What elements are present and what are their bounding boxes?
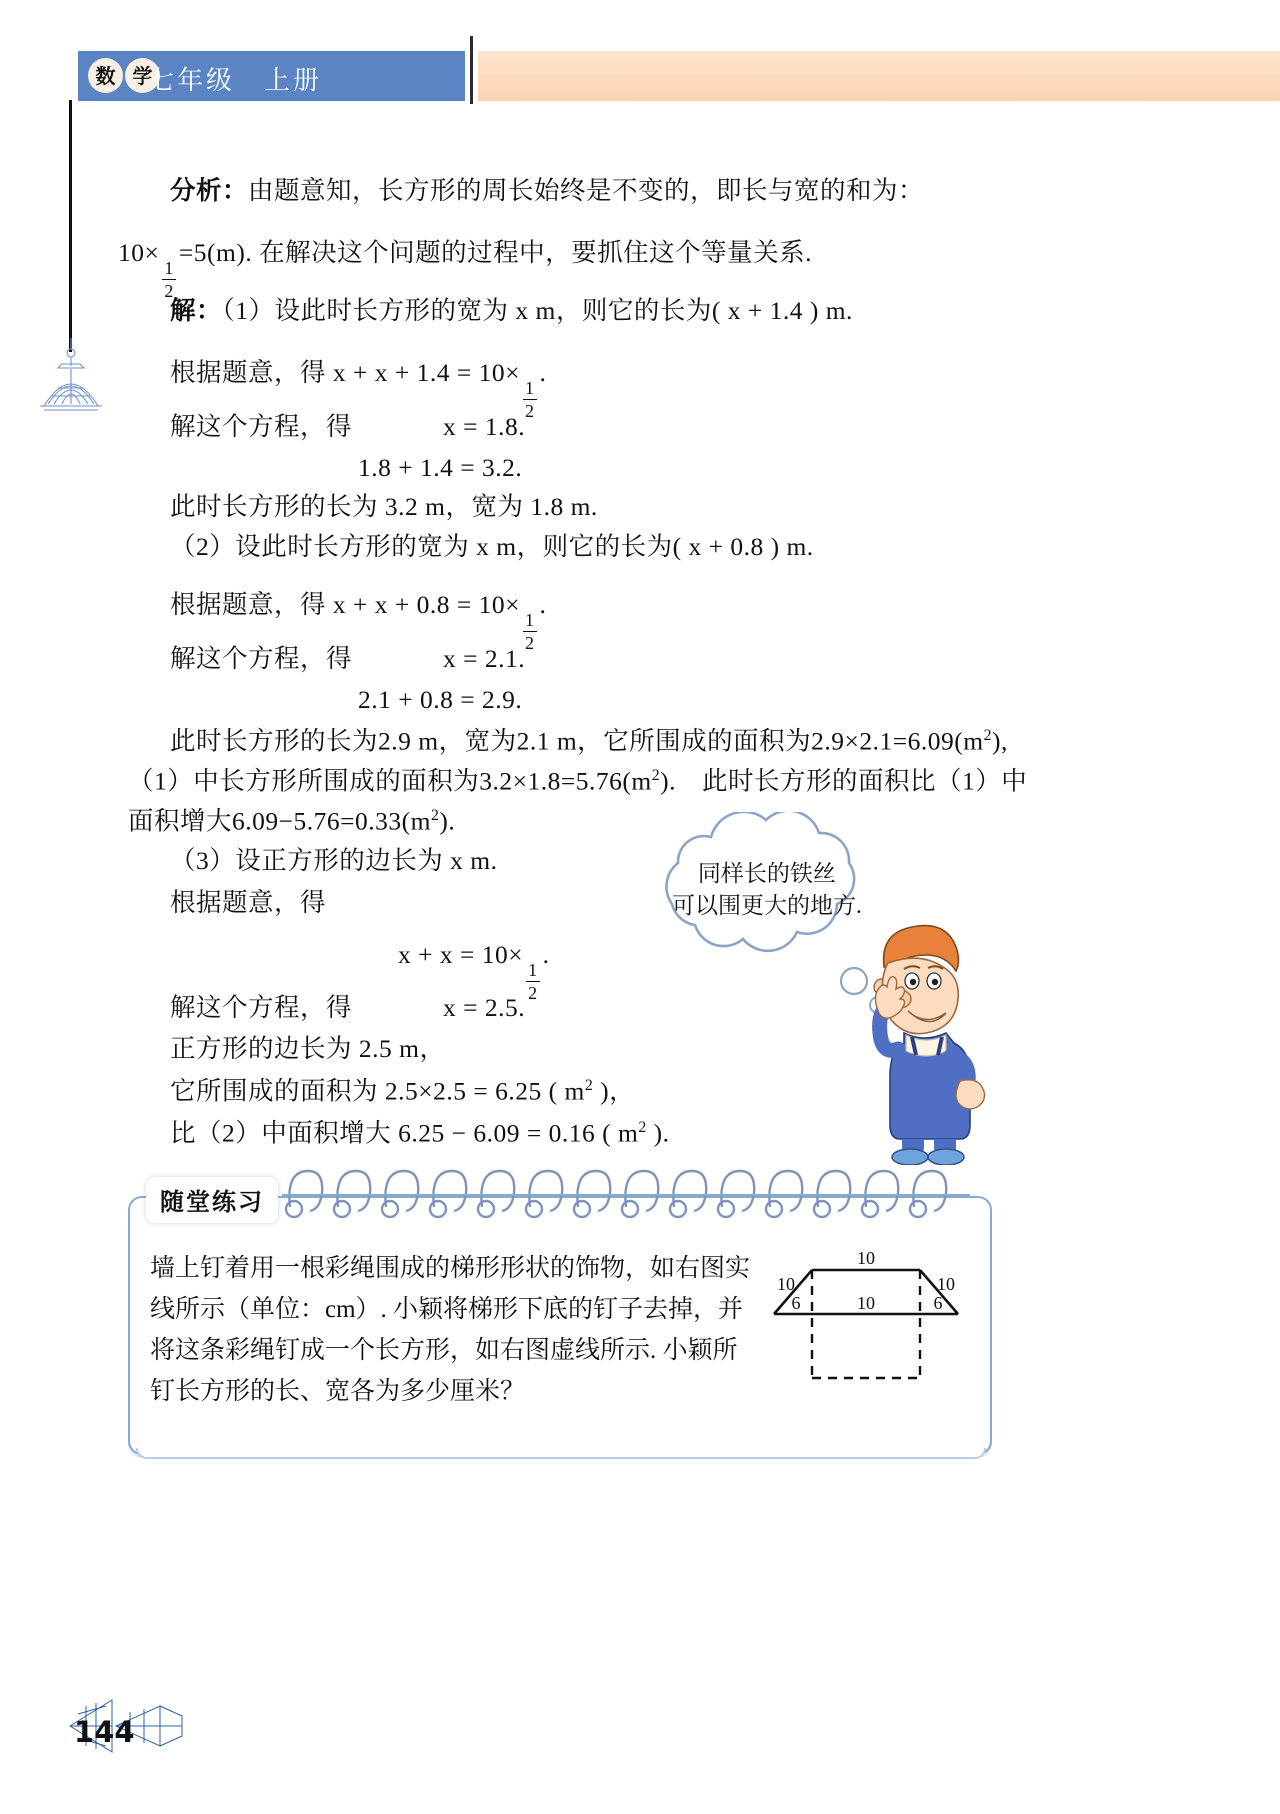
fraction-one-half xyxy=(162,259,176,300)
p2-result-line-3 xyxy=(128,808,455,834)
spine-ornament-icon xyxy=(34,336,108,414)
fraction-numerator: 1 xyxy=(525,378,535,399)
solution-part1-text: （1）设此时长方形的宽为 x m，则它的长为( x + 1.4 ) m. xyxy=(222,296,853,325)
analysis-equation-line xyxy=(118,240,812,300)
fraction-denominator: 2 xyxy=(525,400,535,421)
p2-eq-body: x + x + 0.8 = 10× xyxy=(332,590,521,619)
analysis-line-2-tail: 在解决这个问题的过程中，要抓住这个等量关系. xyxy=(259,238,812,267)
p2-addition: 2.1 + 0.8 = 2.9. xyxy=(358,685,523,714)
superscript-two: 2 xyxy=(651,767,661,784)
diagram-left-foot-label: 6 xyxy=(791,1293,801,1313)
p3-area xyxy=(170,1078,635,1104)
fraction-numerator: 1 xyxy=(164,258,174,279)
p2-solve-value: x = 2.1. xyxy=(443,644,526,673)
p3-area-text-b: )， xyxy=(593,1076,636,1106)
p3-comparison xyxy=(170,1120,670,1146)
p2-result-text-b: ), xyxy=(992,726,1008,756)
p2-result-text-c: （1）中长方形所围成的面积为3.2×1.8=5.76(m xyxy=(128,766,652,796)
exercise-text xyxy=(150,1248,750,1412)
p1-eq-period: . xyxy=(539,358,547,387)
p3-eq-label: 根据题意，得 xyxy=(170,888,327,917)
fraction-denominator: 2 xyxy=(528,982,538,1003)
exercise-line-4: 钉长方形的长、宽各为多少厘米？ xyxy=(150,1378,526,1405)
analysis-eq-lead: 10× xyxy=(118,238,160,267)
header-title: 七年级 上册 xyxy=(148,66,323,96)
diagram-right-foot-label: 6 xyxy=(933,1293,943,1313)
fraction-one-half xyxy=(526,961,540,1002)
spiral-binding-icon xyxy=(280,1163,980,1229)
superscript-two: 2 xyxy=(430,807,440,824)
header-peach-band xyxy=(478,51,1280,101)
analysis-paragraph xyxy=(170,178,924,204)
p2-result-text-d: ). 此时长方形的面积比（1）中 xyxy=(660,766,1028,796)
superscript-two: 2 xyxy=(983,727,993,744)
cartoon-boy-illustration xyxy=(846,915,1006,1165)
p3-eq-body: x + x = 10× xyxy=(398,940,524,969)
exercise-label: 随堂练习 xyxy=(146,1177,278,1223)
diagram-left-leg-label: 10 xyxy=(777,1274,795,1294)
solution-part2-equation xyxy=(170,592,546,652)
p3-area-text-a: 它所围成的面积为 2.5×2.5 = 6.25 ( m xyxy=(170,1076,585,1106)
p2-eq-label: 根据题意，得 xyxy=(170,590,327,619)
p1-result: 此时长方形的长为 3.2 m，宽为 1.8 m. xyxy=(170,492,598,521)
subject-badge-char-2: 学 xyxy=(125,58,160,93)
solution-part1-intro xyxy=(170,298,853,324)
superscript-two: 2 xyxy=(638,1119,647,1136)
p3-cmp-text-b: ). xyxy=(646,1118,670,1148)
p2-solve-label: 解这个方程，得 xyxy=(170,644,353,673)
header-divider xyxy=(470,36,473,104)
diagram-right-leg-label: 10 xyxy=(937,1274,955,1294)
page-number: 144 xyxy=(74,1715,135,1749)
diagram-middle-label: 10 xyxy=(857,1293,875,1313)
exercise-line-2: 线所示（单位：cm）. 小颖将梯形下底的钉子去掉，并 xyxy=(150,1296,744,1323)
p1-eq-body: x + x + 1.4 = 10× xyxy=(332,358,521,387)
p3-solve-label: 解这个方程，得 xyxy=(170,993,353,1022)
trapezoid-diagram xyxy=(756,1252,976,1402)
exercise-box-shadow xyxy=(136,1448,986,1459)
solution-part1-equation xyxy=(170,360,546,420)
bubble-line-2: 可以围更大的地方. xyxy=(672,893,862,918)
solution-part3-intro: （3）设正方形的边长为 x m. xyxy=(170,846,498,875)
diagram-top-label: 10 xyxy=(857,1252,875,1268)
exercise-line-3: 将这条彩绳钉成一个长方形，如右图虚线所示. 小颖所 xyxy=(150,1337,738,1364)
bubble-line-1: 同样长的铁丝 xyxy=(697,861,836,886)
p2-result-text-f: ). xyxy=(439,806,456,836)
superscript-two: 2 xyxy=(584,1077,594,1094)
analysis-label: 分析： xyxy=(170,176,249,205)
p2-result-line-2 xyxy=(128,768,1027,794)
analysis-eq-result: =5(m). xyxy=(178,238,253,267)
p3-eq-period: . xyxy=(542,940,550,969)
p1-solve-value: x = 1.8. xyxy=(443,412,526,441)
exercise-line-1: 墙上钉着用一根彩绳围成的梯形形状的饰物，如右图实 xyxy=(150,1255,751,1282)
spine-rule xyxy=(69,100,72,352)
subject-badge-char-1: 数 xyxy=(88,58,123,93)
thought-bubble-text xyxy=(672,858,862,922)
p1-solve-label: 解这个方程，得 xyxy=(170,412,353,441)
p2-result-text-a: 此时长方形的长为2.9 m，宽为2.1 m，它所围成的面积为2.9×2.1=6.09(m xyxy=(170,726,984,756)
solution-part2-intro: （2）设此时长方形的宽为 x m，则它的长为( x + 0.8 ) m. xyxy=(170,532,814,561)
fraction-numerator: 1 xyxy=(528,960,538,981)
analysis-line-1: 由题意知，长方形的周长始终是不变的，即长与宽的和为： xyxy=(248,176,925,205)
p3-solve-value: x = 2.5. xyxy=(443,993,526,1022)
p2-result-line-1 xyxy=(170,728,1008,754)
p3-side-length: 正方形的边长为 2.5 m， xyxy=(170,1034,446,1063)
p2-eq-period: . xyxy=(539,590,547,619)
fraction-numerator: 1 xyxy=(525,610,535,631)
fraction-denominator: 2 xyxy=(164,280,174,301)
p1-addition: 1.8 + 1.4 = 3.2. xyxy=(358,453,523,482)
solution-label: 解： xyxy=(170,296,223,325)
fraction-denominator: 2 xyxy=(525,632,535,653)
p2-result-text-e: 面积增大6.09−5.76=0.33(m xyxy=(128,806,431,836)
p3-cmp-text-a: 比（2）中面积增大 6.25 − 6.09 = 0.16 ( m xyxy=(170,1118,639,1148)
p1-eq-label: 根据题意，得 xyxy=(170,358,327,387)
